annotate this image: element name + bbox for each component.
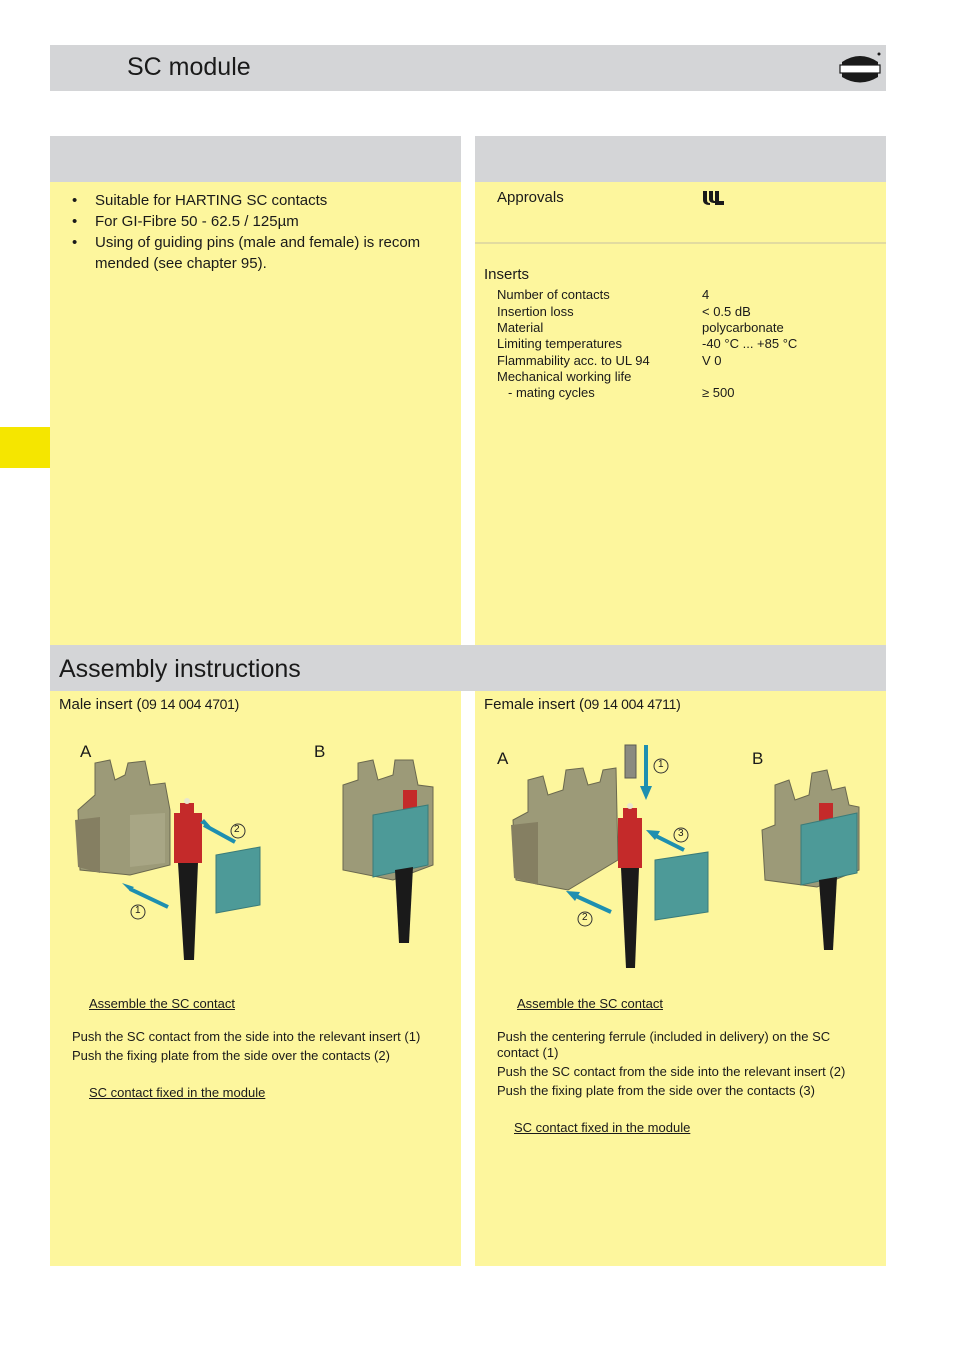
- features-header: [50, 136, 461, 182]
- feature-text: mended (see chapter 95).: [95, 255, 267, 272]
- spec-row: [497, 369, 877, 385]
- spec-row: [497, 304, 877, 320]
- list-item: [72, 211, 457, 232]
- spec-value: 4: [702, 287, 710, 302]
- step-3-number: 3: [678, 828, 684, 839]
- male-figure-a-label: A: [80, 742, 92, 761]
- spec-value: V 0: [702, 353, 722, 368]
- male-insert-title: [59, 696, 239, 713]
- harting-logo: [838, 48, 882, 88]
- bullet-icon: •: [72, 234, 78, 251]
- step-2-number: 2: [582, 912, 588, 923]
- step-2-number: 2: [234, 824, 240, 835]
- spec-row: [497, 353, 877, 369]
- spec-row: [497, 385, 877, 401]
- spec-label: Material: [497, 320, 544, 335]
- spec-label: Flammability acc. to UL 94: [497, 353, 650, 368]
- female-figure-a-label: A: [497, 749, 509, 768]
- spec-value: -40 °C ... +85 °C: [702, 336, 798, 351]
- male-assembly-illustration-b: [333, 755, 443, 950]
- spec-label: Mechanical working life: [497, 369, 632, 384]
- feature-text: Using of guiding pins (male and female) is recom: [95, 234, 421, 251]
- features-list: [72, 190, 457, 274]
- spec-row: [497, 287, 877, 303]
- bullet-icon: •: [72, 192, 78, 209]
- female-caption-b: SC contact fixed in the module: [514, 1120, 691, 1135]
- female-assembly-illustration-b: [757, 755, 865, 955]
- spec-label: Number of contacts: [497, 287, 610, 302]
- female-step-text: Push the SC contact from the side into the relevant insert (2): [497, 1064, 846, 1079]
- feature-text: Suitable for HARTING SC contacts: [95, 192, 328, 209]
- female-insert-label: Female insert (: [484, 696, 585, 713]
- male-assembly-illustration-a: [70, 755, 270, 967]
- list-item: [72, 190, 457, 211]
- female-step-text: Push the fixing plate from the side over the contacts (3): [497, 1083, 815, 1098]
- ul-recognized-icon: [700, 189, 728, 207]
- male-caption-a: Assemble the SC contact: [89, 996, 235, 1011]
- spec-label: - mating cycles: [508, 385, 595, 400]
- spec-value: polycarbonate: [702, 320, 784, 335]
- bullet-icon: •: [72, 213, 78, 230]
- female-step-text: contact (1): [497, 1045, 559, 1060]
- male-insert-label: Male insert (: [59, 696, 142, 713]
- feature-text: For GI-Fibre 50 - 62.5 / 125µm: [95, 213, 299, 230]
- spec-row: [497, 320, 877, 336]
- female-step-text: Push the centering ferrule (included in delivery) on the SC: [497, 1029, 831, 1044]
- female-caption-a: Assemble the SC contact: [517, 996, 663, 1011]
- divider: [475, 242, 886, 244]
- spec-value: < 0.5 dB: [702, 304, 751, 319]
- female-part-number: 09 14 004 4711): [584, 696, 681, 712]
- approvals-label: Approvals: [497, 189, 564, 206]
- technical-panel: [475, 182, 886, 645]
- technical-header: [475, 136, 886, 182]
- spec-label: Insertion loss: [497, 304, 574, 319]
- male-part-number: 09 14 004 4701): [141, 696, 240, 712]
- male-step-text: Push the fixing plate from the side over the contacts (2): [72, 1048, 390, 1063]
- step-1-number: 1: [658, 759, 664, 770]
- spec-label: Limiting temperatures: [497, 336, 622, 351]
- step-1-number: 1: [135, 905, 141, 916]
- female-insert-title: [484, 696, 680, 713]
- page-title: SC module: [127, 53, 251, 81]
- male-caption-b: SC contact fixed in the module: [89, 1085, 266, 1100]
- female-assembly-illustration-a: [508, 740, 718, 972]
- male-step-text: Push the SC contact from the side into the relevant insert (1): [72, 1029, 421, 1044]
- inserts-title: Inserts: [484, 266, 530, 283]
- spec-value: ≥ 500: [702, 385, 735, 400]
- male-figure-b-label: B: [314, 742, 326, 761]
- female-figure-b-label: B: [752, 749, 764, 768]
- list-item: [72, 232, 457, 253]
- spec-row: [497, 336, 877, 352]
- assembly-title: Assembly instructions: [59, 655, 301, 683]
- list-item: [72, 253, 457, 274]
- chapter-tab: [0, 427, 50, 468]
